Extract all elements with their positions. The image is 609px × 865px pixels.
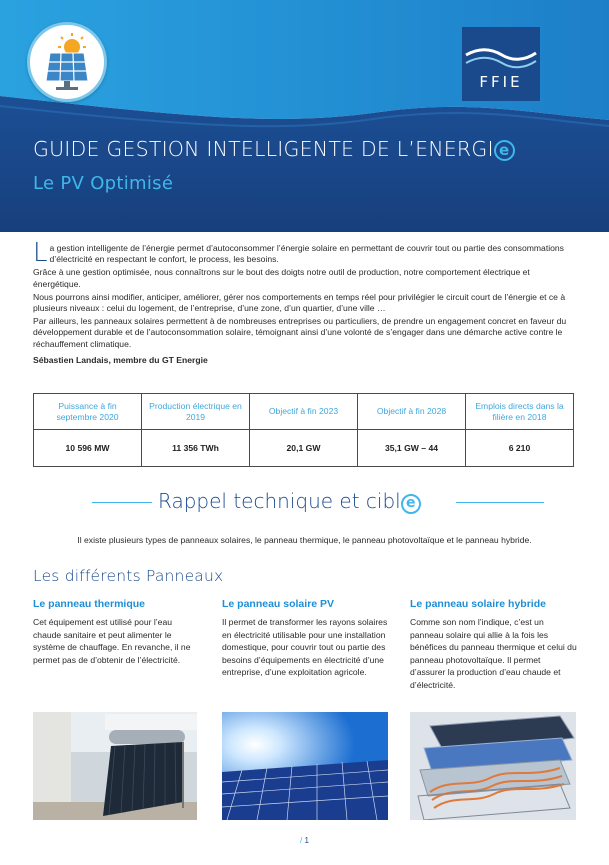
solar-panel-sun-icon xyxy=(30,25,104,99)
drop-cap: L xyxy=(33,238,48,268)
table-cell: 20,1 GW xyxy=(250,430,358,466)
document-title xyxy=(33,137,515,161)
pv-panel-photo xyxy=(222,712,388,820)
intro-paragraph-1-text: a gestion intelligente de l’énergie permet d’autoconsommer l’énergie solaire en permettant de couvrir tout ou partie des consommations d’électricité en respectant le confort, le process, les besoins. xyxy=(49,243,564,265)
document-subtitle: Le PV Optimisé xyxy=(33,173,174,194)
table-cell: 11 356 TWh xyxy=(142,430,250,466)
page-header xyxy=(0,0,609,232)
panel-column-thermal xyxy=(33,598,201,666)
panel-heading: Le panneau thermique xyxy=(33,598,146,610)
table-header-cell: Puissance à fin septembre 2020 xyxy=(34,394,142,429)
panel-column-pv xyxy=(222,598,390,679)
panel-description: Cet équipement est utilisé pour l’eau chaude sanitaire et peut alimenter le système de chauffage. En revanche, il ne permet pas de d’obtenir de l’électricité. xyxy=(33,617,191,665)
divider-left xyxy=(92,502,152,503)
table-header-cell: Production électrique en 2019 xyxy=(142,394,250,429)
intro-paragraph-2: Grâce à une gestion optimisée, nous connaîtrons sur le bout des doigts notre outil de production, notre comportement électrique et énergétique. xyxy=(33,267,530,289)
thermal-panel-photo xyxy=(33,712,197,820)
rappel-title xyxy=(158,489,421,514)
divider-right xyxy=(456,502,544,503)
rappel-e-icon: e xyxy=(401,494,421,514)
page-separator: / xyxy=(300,836,305,845)
page-number-value: 1 xyxy=(304,836,309,845)
panels-section-title: Les différents Panneaux xyxy=(33,567,224,585)
table-header-cell: Emplois directs dans la filière en 2018 xyxy=(475,400,564,422)
panel-heading: Le panneau solaire hybride xyxy=(410,598,546,610)
document-title-text: GUIDE GESTION INTELLIGENTE DE L’ENERGI xyxy=(33,137,494,161)
panel-description: Comme son nom l’indique, c’est un panneau solaire qui allie à la fois les bénéfices du panneau thermique et celui du panneau photovoltaïque. Il permet d’assurer la production d’eau chaude et d’électricité. xyxy=(410,617,577,690)
intro-text xyxy=(33,238,578,368)
rappel-title-text: Rappel technique et cibl xyxy=(158,489,401,513)
signature: Sébastien Landais, membre du GT Energie xyxy=(33,354,208,365)
table-header-cell: Objectif à fin 2028 xyxy=(358,394,466,429)
table-header-cell: Objectif à fin 2023 xyxy=(250,394,358,429)
ffie-logo xyxy=(462,27,540,101)
table-cell: 10 596 MW xyxy=(34,430,142,466)
stats-table xyxy=(33,393,574,467)
intro-paragraph-4: Par ailleurs, les panneaux solaires permettent à de nombreuses entreprises ou particuliers, de prendre un engagement concret en faveur du développement durable et de l’autoconsommation solaire, témoignant ainsi d’une volonté de s’engager dans une démarche active contre le réchauffement climatique. xyxy=(33,316,567,349)
page-number xyxy=(0,836,609,845)
hybrid-panel-photo xyxy=(410,712,576,820)
intro-paragraph-1 xyxy=(33,238,578,268)
panel-description: Il permet de transformer les rayons solaires en électricité utilisable pour une installation domestique, pour couvrir tout ou partie des besoins d’équipements en électricité d’une entreprise, d’une exploitation agricole. xyxy=(222,617,388,678)
table-row xyxy=(34,430,573,466)
rappel-heading-row xyxy=(0,487,609,517)
intro-paragraph-3: Nous pourrons ainsi modifier, anticiper, améliorer, gérer nos comportements en temps réel pour privilégier le circuit court de l’énergie et ce à plusieurs niveaux : celui du logement, de l’entreprise, d’une zone, d’un quartier, d’une ville … xyxy=(33,291,566,314)
table-header-row xyxy=(34,394,573,430)
title-e-icon: e xyxy=(494,140,515,161)
ffie-logo-text: FFIE xyxy=(479,73,523,91)
panel-column-hybrid xyxy=(410,598,578,692)
table-cell: 6 210 xyxy=(508,443,531,453)
solar-panel-badge xyxy=(27,22,107,102)
panel-heading: Le panneau solaire PV xyxy=(222,598,335,610)
panel-types-text: Il existe plusieurs types de panneaux solaires, le panneau thermique, le panneau photovoltaïque et le panneau hybride. xyxy=(77,535,532,545)
table-cell: 35,1 GW – 44 xyxy=(358,430,466,466)
